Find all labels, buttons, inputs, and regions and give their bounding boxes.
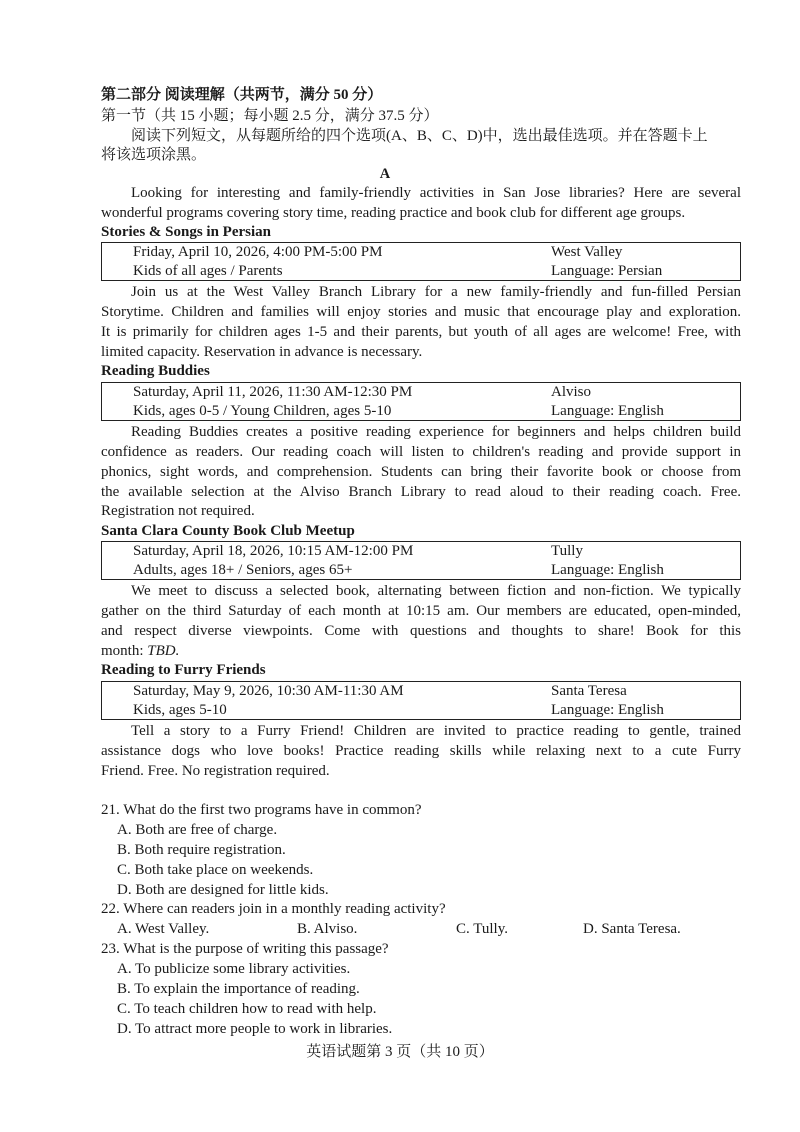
option-b[interactable]: B. To explain the importance of reading. bbox=[117, 981, 360, 997]
program-desc-line bbox=[101, 642, 179, 661]
program-info-box bbox=[101, 541, 741, 580]
program-desc-line: confidence as readers. Our reading coach will listen to children's reading and provide support in bbox=[101, 444, 741, 460]
program-location: Alviso bbox=[551, 384, 592, 400]
page-footer: 英语试题第 3 页（共 10 页） bbox=[306, 1044, 494, 1060]
instruction-line-1: 阅读下列短文，从每题所给的四个选项(A、B、C、D)中，选出最佳选项。并在答题卡上 bbox=[131, 128, 708, 144]
program-audience: Adults, ages 18+ / Seniors, ages 65+ bbox=[133, 562, 353, 578]
part-title: 第二部分 阅读理解（共两节，满分 50 分） bbox=[101, 87, 383, 103]
program-desc-line: the available selection at the Alviso Branch Library to read aloud to their reading coach. Free. bbox=[101, 484, 741, 500]
option-c[interactable]: C. Both take place on weekends. bbox=[117, 862, 314, 878]
option-b[interactable]: B. Alviso. bbox=[297, 921, 358, 937]
program-title: Santa Clara County Book Club Meetup bbox=[101, 523, 355, 539]
option-d[interactable]: D. Santa Teresa. bbox=[583, 921, 681, 937]
program-desc-line: We meet to discuss a selected book, alternating between fiction and non-fiction. We typically bbox=[131, 583, 741, 599]
program-desc-line: Friend. Free. No registration required. bbox=[101, 763, 330, 779]
program-desc-line: and respect diverse viewpoints. Come with questions and thoughts to share! Book for this bbox=[101, 623, 741, 639]
option-d[interactable]: D. To attract more people to work in libraries. bbox=[117, 1021, 393, 1037]
program-language: Language: Persian bbox=[551, 263, 663, 279]
program-desc-line: Join us at the West Valley Branch Library for a new family-friendly and fun-filled Persian bbox=[131, 284, 741, 300]
instruction-line-2: 将该选项涂黑。 bbox=[101, 147, 207, 163]
question-stem: 23. What is the purpose of writing this passage? bbox=[101, 941, 389, 957]
program-desc-line: Registration not required. bbox=[101, 503, 255, 519]
program-desc-line: Reading Buddies creates a positive reading experience for beginners and helps children build bbox=[131, 424, 741, 440]
program-desc-text: month: bbox=[101, 643, 144, 659]
program-date: Friday, April 10, 2026, 4:00 PM-5:00 PM bbox=[133, 244, 383, 260]
program-title: Reading to Furry Friends bbox=[101, 662, 266, 678]
question-stem: 22. Where can readers join in a monthly reading activity? bbox=[101, 901, 446, 917]
program-audience: Kids, ages 5-10 bbox=[133, 702, 227, 718]
program-language: Language: English bbox=[551, 403, 664, 419]
program-info-box bbox=[101, 242, 741, 281]
program-audience: Kids, ages 0-5 / Young Children, ages 5-10 bbox=[133, 403, 392, 419]
program-desc-line: assistance dogs who love books! Practice reading skills while relaxing next to a cute Furry bbox=[101, 743, 741, 759]
program-language: Language: English bbox=[551, 702, 664, 718]
program-audience: Kids of all ages / Parents bbox=[133, 263, 283, 279]
program-desc-line: Tell a story to a Furry Friend! Children are invited to practice reading to gentle, trained bbox=[131, 723, 741, 739]
program-location: Tully bbox=[551, 543, 583, 559]
option-c[interactable]: C. To teach children how to read with help. bbox=[117, 1001, 377, 1017]
option-a[interactable]: A. To publicize some library activities. bbox=[117, 961, 351, 977]
program-location: Santa Teresa bbox=[551, 683, 627, 699]
program-location: West Valley bbox=[551, 244, 623, 260]
program-desc-line: phonics, sight words, and comprehension. Students can bring their favorite book or choose from bbox=[101, 464, 741, 480]
program-date: Saturday, April 18, 2026, 10:15 AM-12:00 PM bbox=[133, 543, 414, 559]
passage-label: A bbox=[379, 166, 391, 182]
option-c[interactable]: C. Tully. bbox=[456, 921, 508, 937]
program-title: Stories & Songs in Persian bbox=[101, 224, 272, 240]
option-b[interactable]: B. Both require registration. bbox=[117, 842, 286, 858]
option-d[interactable]: D. Both are designed for little kids. bbox=[117, 882, 329, 898]
question-stem: 21. What do the first two programs have in common? bbox=[101, 802, 422, 818]
program-date: Saturday, May 9, 2026, 10:30 AM-11:30 AM bbox=[133, 683, 404, 699]
program-info-box bbox=[101, 382, 741, 421]
program-desc-line: gather on the third Saturday of each month at 10:15 am. Our members are educated, open-minded, bbox=[101, 603, 741, 619]
program-title: Reading Buddies bbox=[101, 363, 210, 379]
intro-line-1: Looking for interesting and family-friendly activities in San Jose libraries? Here are several bbox=[131, 185, 741, 201]
program-info-box bbox=[101, 681, 741, 720]
book-tbd: TBD. bbox=[147, 643, 180, 659]
program-desc-line: Storytime. Children and families will enjoy stories and music that encourage play and exploration. bbox=[101, 304, 741, 320]
program-date: Saturday, April 11, 2026, 11:30 AM-12:30 PM bbox=[133, 384, 413, 400]
option-a[interactable]: A. West Valley. bbox=[117, 921, 210, 937]
intro-line-2: wonderful programs covering story time, reading practice and book club for different age groups. bbox=[101, 205, 686, 221]
program-desc-line: limited capacity. Reservation in advance is necessary. bbox=[101, 344, 423, 360]
program-desc-line: It is primarily for children ages 1-5 and their parents, but youth of all ages are welcome! Free, with bbox=[101, 324, 741, 340]
section-title: 第一节（共 15 小题；每小题 2.5 分，满分 37.5 分） bbox=[101, 108, 439, 124]
program-language: Language: English bbox=[551, 562, 664, 578]
option-a[interactable]: A. Both are free of charge. bbox=[117, 822, 278, 838]
